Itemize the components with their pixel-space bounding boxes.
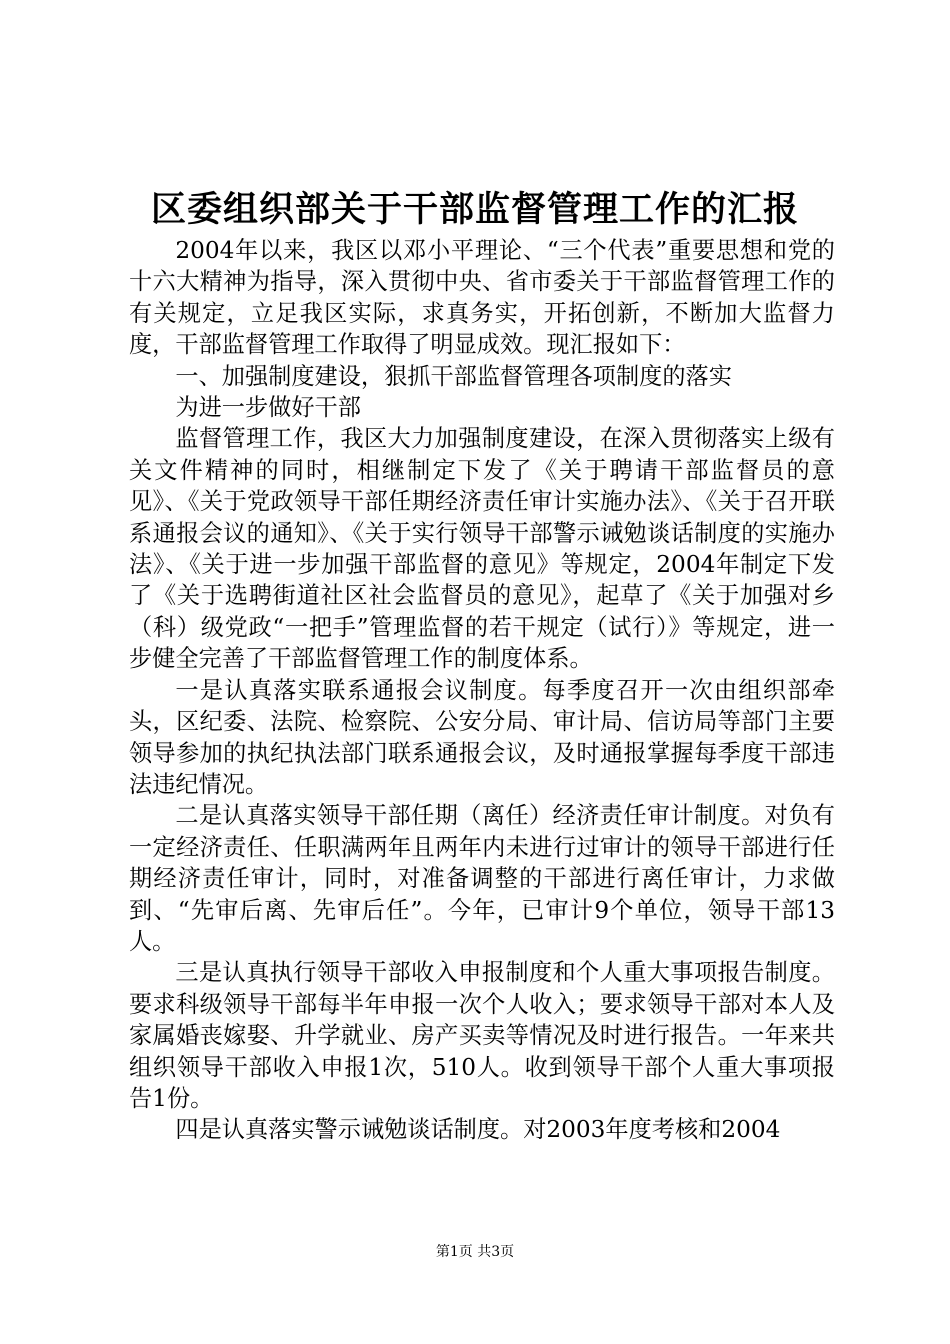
document-body — [129, 235, 835, 1146]
item-one-paragraph: 一是认真落实联系通报会议制度。每季度召开一次由组织部牵头，区纪委、法院、检察院、公安分局、审计局、信访局等部门主要领导参加的执纪执法部门联系通报会议，及时通报掌握每季度干部违法违纪情况。 — [129, 676, 835, 798]
system-building-paragraph: 监督管理工作，我区大力加强制度建设，在深入贯彻落实上级有关文件精神的同时，相继制定下发了《关于聘请干部监督员的意见》、《关于党政领导干部任期经济责任审计实施办法》、《关于召开联系通报会议的通知》、《关于实行领导干部警示诫勉谈话制度的实施办法》、《关于进一步加强干部监督的意见》等规定，2004年制定下发了《关于选聘街道社区社会监督员的意见》，起草了《关于加强对乡（科）级党政“一把手”管理监督的若干规定（试行）》等规定，进一步健全完善了干部监督管理工作的制度体系。 — [129, 425, 835, 673]
item-two-paragraph: 二是认真落实领导干部任期（离任）经济责任审计制度。对负有一定经济责任、任职满两年且两年内未进行过审计的领导干部进行任期经济责任审计，同时，对准备调整的干部进行离任审计，力求做到、“先审后离、先审后任”。今年，已审计9个单位，领导干部13人。 — [129, 802, 835, 955]
section-heading: 一、加强制度建设，狠抓干部监督管理各项制度的落实 — [175, 362, 732, 390]
document-title: 区委组织部关于干部监督管理工作的汇报 — [150, 189, 799, 230]
section-heading-continuation: 为进一步做好干部 — [175, 394, 361, 422]
item-four-paragraph: 四是认真落实警示诫勉谈话制度。对2003年度考核和2004 — [175, 1116, 781, 1144]
intro-paragraph: 2004年以来，我区以邓小平理论、“三个代表”重要思想和党的十六大精神为指导，深入贯彻中央、省市委关于干部监督管理工作的有关规定，立足我区实际，求真务实，开拓创新，不断加大监督力度，干部监督管理工作取得了明显成效。现汇报如下： — [129, 237, 835, 359]
item-three-paragraph: 三是认真执行领导干部收入申报制度和个人重大事项报告制度。要求科级领导干部每半年申报一次个人收入；要求领导干部对本人及家属婚丧嫁娶、升学就业、房产买卖等情况及时进行报告。一年来共组织领导干部收入申报1次，510人。收到领导干部个人重大事项报告1份。 — [129, 959, 835, 1112]
page-footer: 第1页 共3页 — [435, 1244, 515, 1260]
